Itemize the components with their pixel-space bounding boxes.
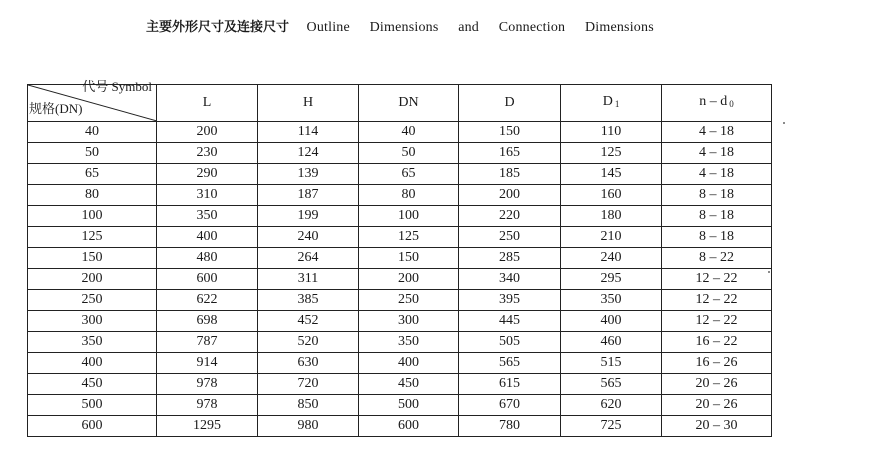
table-cell: 395	[459, 290, 561, 311]
scan-speck	[783, 122, 785, 124]
title-chinese: 主要外形尺寸及连接尺寸	[146, 20, 290, 35]
table-cell: 670	[459, 395, 561, 416]
spec-cell: 600	[28, 416, 157, 437]
table-row	[28, 290, 772, 311]
table-cell: 20 – 30	[662, 416, 772, 437]
spec-cell: 80	[28, 185, 157, 206]
table-cell: 210	[561, 227, 662, 248]
table-row	[28, 227, 772, 248]
spec-cell: 250	[28, 290, 157, 311]
table-cell: 450	[359, 374, 459, 395]
spec-cell: 200	[28, 269, 157, 290]
table-cell: 340	[459, 269, 561, 290]
table-cell: 150	[459, 122, 561, 143]
table-cell: 139	[258, 164, 359, 185]
table-cell: 505	[459, 332, 561, 353]
spec-cell: 65	[28, 164, 157, 185]
scan-speck	[768, 271, 770, 273]
table-cell: 725	[561, 416, 662, 437]
corner-header-cell	[28, 79, 157, 122]
table-cell: 615	[459, 374, 561, 395]
dimensions-table	[27, 79, 772, 437]
column-header-h: H	[258, 85, 359, 122]
table-cell: 452	[258, 311, 359, 332]
spec-cell: 300	[28, 311, 157, 332]
table-cell: 460	[561, 332, 662, 353]
table-cell: 350	[157, 206, 258, 227]
table-cell: 200	[359, 269, 459, 290]
table-cell: 124	[258, 143, 359, 164]
spec-cell: 40	[28, 122, 157, 143]
table-cell: 780	[459, 416, 561, 437]
table-cell: 500	[359, 395, 459, 416]
table-cell: 187	[258, 185, 359, 206]
table-cell: 620	[561, 395, 662, 416]
table-cell: 264	[258, 248, 359, 269]
table-cell: 698	[157, 311, 258, 332]
spec-cell: 50	[28, 143, 157, 164]
table-cell: 160	[561, 185, 662, 206]
table-cell: 8 – 22	[662, 248, 772, 269]
table-cell: 12 – 22	[662, 269, 772, 290]
table-body	[28, 122, 772, 437]
table-row	[28, 248, 772, 269]
corner-spec-label: 规格(DN)	[29, 101, 83, 116]
table-cell: 515	[561, 353, 662, 374]
spec-cell: 500	[28, 395, 157, 416]
table-cell: 8 – 18	[662, 227, 772, 248]
column-header-d1: D $_1$	[561, 85, 662, 122]
table-cell: 285	[459, 248, 561, 269]
table-cell: 250	[359, 290, 459, 311]
table-cell: 20 – 26	[662, 374, 772, 395]
table-row	[28, 395, 772, 416]
corner-symbol-label: 代号 Symbol	[82, 79, 152, 94]
column-header-d: D	[459, 85, 561, 122]
table-row	[28, 206, 772, 227]
table-cell: 200	[459, 185, 561, 206]
table-cell: 145	[561, 164, 662, 185]
table-cell: 16 – 22	[662, 332, 772, 353]
table-row	[28, 416, 772, 437]
table-cell: 8 – 18	[662, 206, 772, 227]
table-cell: 480	[157, 248, 258, 269]
table-cell: 12 – 22	[662, 290, 772, 311]
spec-cell: 450	[28, 374, 157, 395]
table-cell: 978	[157, 395, 258, 416]
spec-cell: 125	[28, 227, 157, 248]
table-cell: 914	[157, 353, 258, 374]
table-cell: 16 – 26	[662, 353, 772, 374]
table-cell: 100	[359, 206, 459, 227]
table-cell: 565	[561, 374, 662, 395]
table-cell: 240	[258, 227, 359, 248]
table-cell: 4 – 18	[662, 164, 772, 185]
table-cell: 311	[258, 269, 359, 290]
table-row	[28, 353, 772, 374]
table-cell: 80	[359, 185, 459, 206]
table-cell: 520	[258, 332, 359, 353]
table-cell: 4 – 18	[662, 122, 772, 143]
table-cell: 400	[561, 311, 662, 332]
table-cell: 978	[157, 374, 258, 395]
spec-cell: 400	[28, 353, 157, 374]
table-cell: 622	[157, 290, 258, 311]
table-cell: 8 – 18	[662, 185, 772, 206]
table-cell: 20 – 26	[662, 395, 772, 416]
table-cell: 110	[561, 122, 662, 143]
table-cell: 290	[157, 164, 258, 185]
table-cell: 240	[561, 248, 662, 269]
table-cell: 310	[157, 185, 258, 206]
table-cell: 4 – 18	[662, 143, 772, 164]
table-cell: 220	[459, 206, 561, 227]
table-cell: 400	[157, 227, 258, 248]
column-header-n-d0: n – d $_0$	[662, 85, 772, 122]
table-cell: 295	[561, 269, 662, 290]
table-row	[28, 143, 772, 164]
table-cell: 600	[157, 269, 258, 290]
table-cell: 180	[561, 206, 662, 227]
table-cell: 50	[359, 143, 459, 164]
table-cell: 199	[258, 206, 359, 227]
spec-cell: 350	[28, 332, 157, 353]
header-row	[28, 85, 772, 122]
table-cell: 185	[459, 164, 561, 185]
table-cell: 445	[459, 311, 561, 332]
page-title	[146, 16, 654, 36]
table-row	[28, 164, 772, 185]
table-cell: 350	[359, 332, 459, 353]
table-row	[28, 185, 772, 206]
table-cell: 787	[157, 332, 258, 353]
table-cell: 300	[359, 311, 459, 332]
column-header-l: L	[157, 85, 258, 122]
title-english: Outline Dimensions and Connection Dimensions	[306, 20, 654, 35]
table-cell: 165	[459, 143, 561, 164]
table-row	[28, 374, 772, 395]
table-cell: 565	[459, 353, 561, 374]
table-row	[28, 122, 772, 143]
table-cell: 230	[157, 143, 258, 164]
table-cell: 400	[359, 353, 459, 374]
table-cell: 630	[258, 353, 359, 374]
table-cell: 125	[561, 143, 662, 164]
table-cell: 125	[359, 227, 459, 248]
column-header-dn: DN	[359, 85, 459, 122]
table-cell: 12 – 22	[662, 311, 772, 332]
table-cell: 114	[258, 122, 359, 143]
table-cell: 600	[359, 416, 459, 437]
spec-cell: 150	[28, 248, 157, 269]
table-cell: 65	[359, 164, 459, 185]
table-cell: 350	[561, 290, 662, 311]
table-cell: 250	[459, 227, 561, 248]
table-cell: 980	[258, 416, 359, 437]
table-cell: 720	[258, 374, 359, 395]
table-row	[28, 269, 772, 290]
table-cell: 150	[359, 248, 459, 269]
table-row	[28, 311, 772, 332]
table-cell: 40	[359, 122, 459, 143]
table-cell: 385	[258, 290, 359, 311]
table-cell: 200	[157, 122, 258, 143]
spec-cell: 100	[28, 206, 157, 227]
table-cell: 1295	[157, 416, 258, 437]
table-cell: 850	[258, 395, 359, 416]
table-row	[28, 332, 772, 353]
